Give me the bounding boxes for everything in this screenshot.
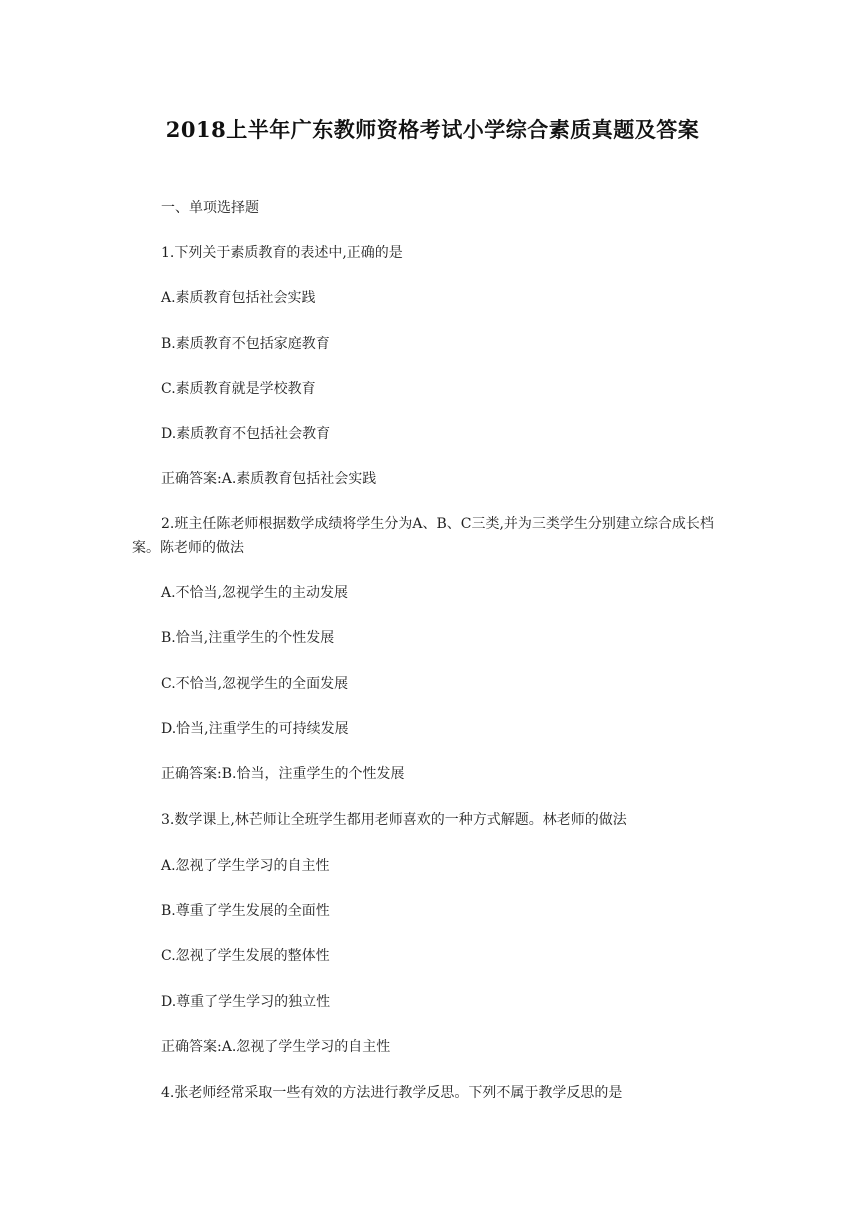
q1-option-b: B.素质教育不包括家庭教育 — [161, 336, 330, 352]
q2-answer: 正确答案:B.恰当，注重学生的个性发展 — [161, 766, 405, 782]
question-1: 1.下列关于素质教育的表述中,正确的是 — [161, 245, 403, 261]
q2-option-a: A.不恰当,忽视学生的主动发展 — [161, 585, 349, 601]
q2-option-d: D.恰当,注重学生的可持续发展 — [161, 721, 349, 737]
question-2: 2.班主任陈老师根据数学成绩将学生分为A、B、C三类,并为三类学生分别建立综合成长档案。陈老师的做法 — [132, 516, 714, 556]
document-title: 2018上半年广东教师资格考试小学综合素质真题及答案 — [165, 117, 700, 142]
q2-option-c: C.不恰当,忽视学生的全面发展 — [161, 676, 349, 692]
question-4: 4.张老师经常采取一些有效的方法进行教学反思。下列不属于教学反思的是 — [161, 1085, 623, 1101]
q3-option-c: C.忽视了学生发展的整体性 — [161, 948, 330, 964]
q3-option-a: A.忽视了学生学习的自主性 — [161, 858, 330, 874]
q1-option-a: A.素质教育包括社会实践 — [161, 290, 316, 306]
question-3: 3.数学课上,林芒师让全班学生都用老师喜欢的一种方式解题。林老师的做法 — [161, 812, 627, 828]
q3-answer: 正确答案:A.忽视了学生学习的自主性 — [161, 1039, 391, 1055]
q2-option-b: B.恰当,注重学生的个性发展 — [161, 630, 335, 646]
section-heading: 一、单项选择题 — [161, 200, 259, 216]
q3-option-b: B.尊重了学生发展的全面性 — [161, 903, 330, 919]
q1-option-d: D.素质教育不包括社会教育 — [161, 426, 331, 442]
q1-option-c: C.素质教育就是学校教育 — [161, 381, 316, 397]
q1-answer: 正确答案:A.素质教育包括社会实践 — [161, 471, 377, 487]
q3-option-d: D.尊重了学生学习的独立性 — [161, 994, 331, 1010]
